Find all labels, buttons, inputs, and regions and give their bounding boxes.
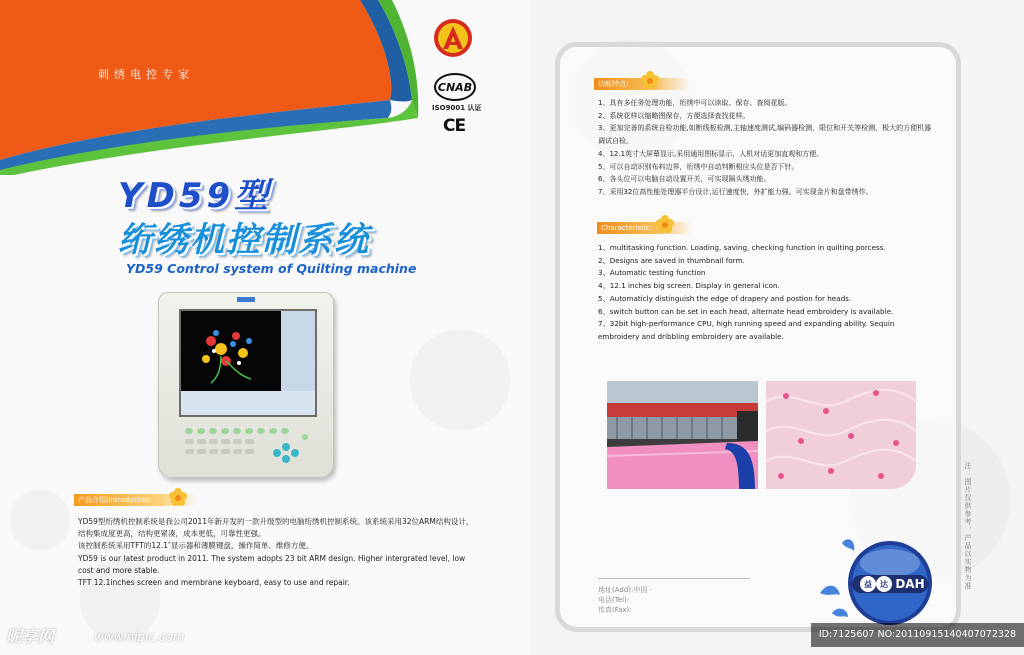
intro-paragraph-en-2: TFT 12.1inches screen and membrane keyboard, easy to use and repair. (78, 578, 350, 588)
cnab-logo (432, 70, 478, 104)
brand-a-logo (433, 18, 473, 58)
list-item: 1、具有多任务处理功能，绗绣中可以读取、保存、查阅花版。 (598, 99, 792, 107)
list-item: 2、Designs are saved in thumbnail form. (598, 255, 745, 265)
product-subtitle: 绗绣机控制系统 (118, 220, 370, 260)
intro-paragraph-cn-1: YD59型绗绣机控制系统是我公司2011年新开发的一款升级型的电脑绗绣机控制系统。该系统采用32位ARM结构设计，结构集成度更高，结构更紧凑，成本更低，可靠性更强。 (78, 517, 474, 539)
orange-banner (0, 0, 440, 175)
intro-paragraph-en-1: YD59 is our latest product in 2011. The system adopts 23 bit ARM design. Higher intergrated level, low cost and more stable. (78, 553, 466, 575)
iso-certification-text: ISO9001 认证 (432, 104, 482, 112)
controller-device-image (158, 292, 334, 478)
embroidery-pattern-image (181, 311, 281, 391)
membrane-keypad (181, 425, 313, 467)
globe-logo-text: DAH (895, 577, 925, 591)
globe-mark-1: 益 (864, 580, 872, 589)
quilting-machine-photo (607, 381, 758, 489)
image-disclaimer: 注：图片仅供参考，产品以实物为准 (964, 462, 972, 590)
contact-info (598, 585, 652, 615)
screen-toolbar (181, 391, 315, 415)
list-item: 6、switch button can be set in each head, alternate head embroidery is available. (598, 306, 894, 316)
list-item: 4、12.1英寸大屏幕显示,采用通用图标显示，人机对话更加直观和方便。 (598, 149, 824, 158)
list-item: 3、更加完善的系统自检功能,如断线板检测,主轴速度测试,编码器检测，限位和开关等检测，极大的方便机器调试自检。 (598, 124, 932, 146)
flower-icon (655, 214, 675, 234)
list-item: 7、32bit high-performance CPU, high running speed and expanding ability. Sequin embroidery and dribbling embroidery are available. (598, 319, 895, 341)
intro-paragraph-cn-2: 该控制系统采用TFT的12.1″显示器和薄膜键盘，操作简单、维修方便。 (78, 541, 314, 551)
product-title: YD59型 (118, 176, 273, 216)
list-item: 5、Automaticly distinguish the edge of drapery and postion for heads. (598, 293, 852, 303)
product-title-english: YD59 Control system of Quilting machine (126, 261, 417, 276)
list-item: 1、multitasking function. Loading, saving, checking function in quilting porcess. (598, 243, 886, 252)
ce-mark: CE (443, 116, 466, 136)
company-globe-logo (812, 533, 952, 633)
watermark-url: www.nipic.com (94, 630, 185, 644)
list-item: 5、可以自动识别布料边界，绗绣中自动判断相应头位是否下针。 (598, 162, 799, 171)
watermark-site-name: 昵享网 (6, 627, 55, 646)
features-list-cn (598, 97, 938, 199)
address-line: 地址(Add):中国 · (598, 586, 652, 594)
watermark-id: ID:7125607 NO:20110915140407072328 (811, 623, 1024, 647)
contact-divider (598, 578, 750, 579)
quilted-fabric-photo (766, 381, 916, 489)
characteristic-tag: Characteristic: (597, 222, 693, 234)
phone-line: 电话(Tel): (598, 596, 630, 604)
list-item: 6、各头位可以电脑自动设置开关，可实现隔头绣功能。 (598, 175, 771, 184)
flower-icon (168, 487, 188, 507)
introduction-text (78, 516, 478, 589)
globe-mark-2: 达 (880, 580, 888, 589)
screen-side-panel (281, 311, 315, 391)
device-screen (179, 309, 317, 417)
features-tag-cn: 功能特点： (594, 78, 690, 90)
device-brand-plate (237, 297, 255, 302)
list-item: 2、系统花样以缩略图保存，方便选择查找花样。 (598, 111, 750, 120)
flower-icon (640, 70, 660, 90)
slogan: 刺绣电控专家 (98, 68, 194, 81)
cnab-text: CNAB (437, 81, 473, 94)
list-item: 3、Automatic testing function (598, 268, 706, 278)
list-item: 7、采用32位高性能处理器平台设计,运行速度快，外扩能力强。可实现金片和盘带绣作。 (598, 187, 873, 196)
introduction-tag: 产品介绍/Introduction (74, 494, 198, 506)
characteristic-list-en (598, 242, 938, 344)
fax-line: 传真(Fax): (598, 606, 632, 614)
list-item: 4、12.1 inches big screen. Display in general icon. (598, 281, 780, 291)
